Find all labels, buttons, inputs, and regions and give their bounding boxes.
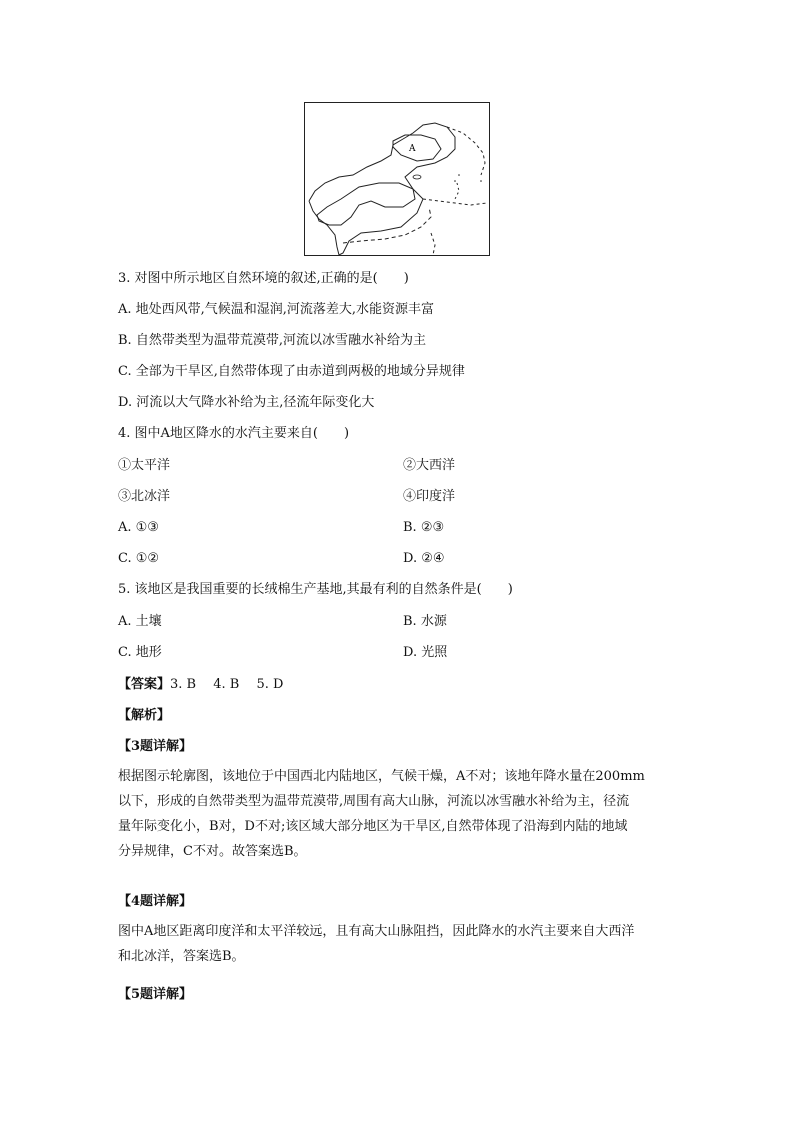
q5-option-c: C. 地形 xyxy=(118,645,162,660)
detail-3-line: 量年际变化小，B对，D不对;该区域大部分地区为干旱区,自然带体现了沿海到内陆的地域 xyxy=(118,819,628,834)
q4-choice-1: ①太平洋 xyxy=(118,458,171,473)
q4-option-b: B. ②③ xyxy=(403,520,445,535)
q5-option-d: D. 光照 xyxy=(403,645,448,660)
question-3-number: 3. xyxy=(118,271,131,286)
detail-4-heading: 【4题详解】 xyxy=(118,894,193,909)
question-4-stem xyxy=(118,425,349,443)
q4-choice-2: ②大西洋 xyxy=(403,458,456,473)
question-5-text: 该地区是我国重要的长绒棉生产基地,其最有利的自然条件是( ) xyxy=(134,582,513,597)
basin-a-outline xyxy=(393,135,441,161)
question-3-text: 对图中所示地区自然环境的叙述,正确的是( ) xyxy=(134,271,409,286)
q3-option-d: D. 河流以大气降水补给为主,径流年际变化大 xyxy=(118,395,375,410)
q4-choice-3: ③北冰洋 xyxy=(118,489,171,504)
detail-3-line: 分异规律，C不对。故答案选B。 xyxy=(118,844,307,859)
region-boundary xyxy=(309,123,455,255)
answer-text: 3. B 4. B 5. D xyxy=(170,677,284,692)
q3-option-a: A. 地处西风带,气候温和湿润,河流落差大,水能资源丰富 xyxy=(118,302,435,317)
question-4-text: 图中A地区降水的水汽主要来自( ) xyxy=(134,426,350,441)
detail-3-line: 以下，形成的自然带类型为温带荒漠带,周围有高大山脉，河流以冰雪融水补给为主，径流 xyxy=(118,794,630,809)
answer-line xyxy=(118,676,283,694)
answer-label: 【答案】 xyxy=(118,677,171,692)
q3-option-b: B. 自然带类型为温带荒漠带,河流以冰雪融水补给为主 xyxy=(118,333,426,348)
basin-tarim-outline xyxy=(317,183,415,225)
q4-option-d: D. ②④ xyxy=(403,551,445,566)
q5-option-a: A. 土壤 xyxy=(118,614,162,629)
question-5-stem xyxy=(118,581,513,599)
detail-4-body xyxy=(118,919,678,969)
question-3-stem xyxy=(118,270,409,288)
region-outline-map xyxy=(304,102,490,256)
q4-option-a: A. ①③ xyxy=(118,520,159,535)
question-4-number: 4. xyxy=(118,426,131,441)
question-5-number: 5. xyxy=(118,582,131,597)
detail-3-body xyxy=(118,764,678,864)
map-drawing xyxy=(305,103,489,255)
q3-option-c: C. 全部为干旱区,自然带体现了由赤道到两极的地域分异规律 xyxy=(118,364,465,379)
detail-5-heading: 【5题详解】 xyxy=(118,987,193,1002)
q5-option-b: B. 水源 xyxy=(403,614,447,629)
detail-4-line: 图中A地区距离印度洋和太平洋较远，且有高大山脉阻挡，因此降水的水汽主要来自大西洋 xyxy=(118,924,635,939)
analysis-heading: 【解析】 xyxy=(118,708,171,723)
q4-option-c: C. ①② xyxy=(118,551,160,566)
detail-4-line: 和北冰洋，答案选B。 xyxy=(118,949,245,964)
detail-3-line: 根据图示轮廓图，该地位于中国西北内陆地区，气候干燥，A不对；该地年降水量在200mm xyxy=(118,769,645,784)
q4-choice-4: ④印度洋 xyxy=(403,489,456,504)
detail-3-heading: 【3题详解】 xyxy=(118,739,193,754)
region-label-a: A xyxy=(409,144,416,154)
